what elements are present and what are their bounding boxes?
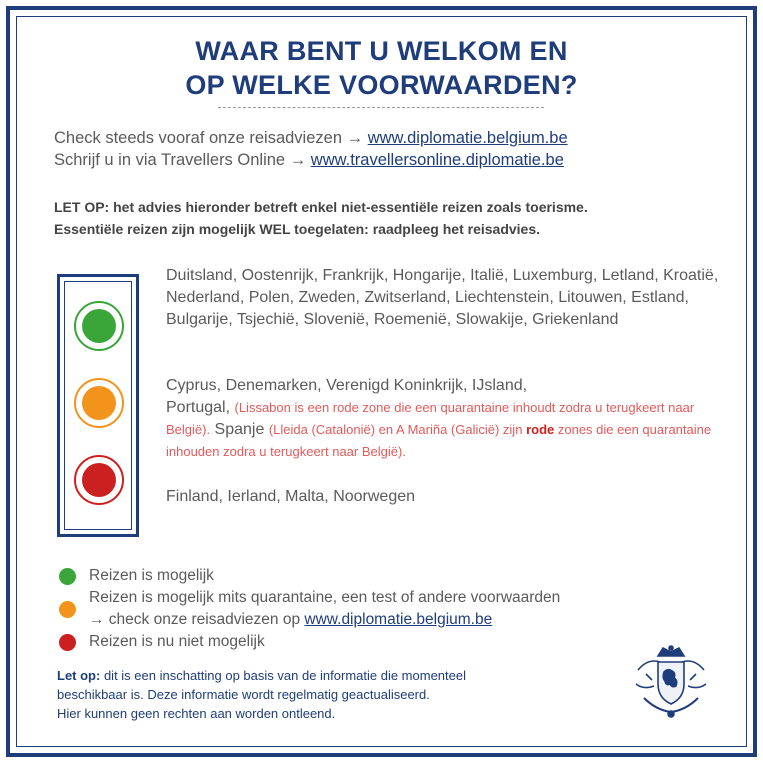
red-dot-icon xyxy=(59,634,76,651)
warning-line-2: Essentiële reizen zijn mogelijk WEL toegelaten: raadpleeg het reisadvies. xyxy=(54,221,541,237)
green-dot-icon xyxy=(59,568,76,585)
legend-green-label: Reizen is mogelijk xyxy=(89,567,214,584)
travellersonline-link[interactable]: www.travellersonline.diplomatie.be xyxy=(310,151,564,169)
info-links xyxy=(54,127,568,171)
red-zone-countries: Finland, Ierland, Malta, Noorwegen xyxy=(166,488,416,505)
orange-light-icon xyxy=(74,378,124,428)
legend xyxy=(57,565,560,653)
legend-green xyxy=(57,565,560,587)
orange-countries: Cyprus, Denemarken, Verenigd Koninkrijk, IJsland, xyxy=(166,377,528,394)
orange-dot-icon xyxy=(59,601,76,618)
warning-notice xyxy=(54,196,588,240)
warning-line-1: LET OP: het advies hieronder betreft enkel niet-essentiële reizen zoals toerisme. xyxy=(54,199,588,215)
portugal-note: (Lissabon is een rode zone die een quarantaine inhoudt zodra u terugkeert naar België). xyxy=(166,400,695,437)
belgian-coat-of-arms-icon xyxy=(630,640,712,722)
diplomatie-link[interactable]: www.diplomatie.belgium.be xyxy=(367,129,568,147)
travellers-text: Schrijf u in via Travellers Online xyxy=(54,151,286,169)
disclaimer-line-1 xyxy=(57,666,466,685)
orange-zone-countries xyxy=(166,375,726,463)
title-line-2: OP WELKE VOORWAARDEN? xyxy=(185,70,578,100)
legend-orange-label: Reizen is mogelijk mits quarantaine, een test of andere voorwaarden xyxy=(89,589,561,606)
legend-red-label: Reizen is nu niet mogelijk xyxy=(89,633,265,650)
red-light-icon xyxy=(74,455,124,505)
spain-note-part-2: zones die een quarantaine inhouden zodra u terugkeert naar België). xyxy=(166,422,712,459)
legend-orange-prefix: → check onze reisadviezen op xyxy=(89,611,301,628)
disclaimer-label: Let op: xyxy=(57,668,101,683)
green-zone-countries: Duitsland, Oostenrijk, Frankrijk, Hongarije, Italië, Luxemburg, Letland, Kroatië, Nederland, Polen, Zweden, Zwitserland, Liechtenstein, Litouwen, Estland, Bulgarije, Tsjechië, Slovenië, Roemenië, Slowakije, Griekenland xyxy=(166,267,719,328)
title-divider xyxy=(218,107,544,108)
spain-note-bold: rode xyxy=(526,422,555,437)
spain-note-part-1: (Lleida (Catalonië) en A Mariña (Galicië) zijn xyxy=(268,422,523,437)
portugal-label: Portugal, xyxy=(166,399,231,416)
arrow-right-icon: → xyxy=(289,151,307,169)
reisadvies-text: Check steeds vooraf onze reisadviezen xyxy=(54,129,342,147)
reisadvies-line xyxy=(54,127,568,149)
disclaimer-line-3: Hier kunnen geen rechten aan worden ontleend. xyxy=(57,706,336,721)
legend-orange xyxy=(57,587,560,631)
arrow-right-icon: → xyxy=(346,129,364,147)
page-title xyxy=(0,34,763,102)
disclaimer-line-2: beschikbaar is. Deze informatie wordt regelmatig geactualiseerd. xyxy=(57,687,430,702)
legend-red xyxy=(57,631,560,653)
legend-diplomatie-link[interactable]: www.diplomatie.belgium.be xyxy=(304,611,493,628)
spain-label: Spanje xyxy=(214,421,265,438)
title-line-1: WAAR BENT U WELKOM EN xyxy=(195,36,568,66)
green-light-icon xyxy=(74,301,124,351)
legend-orange-sub xyxy=(89,609,560,631)
travellers-line xyxy=(54,149,568,171)
disclaimer xyxy=(57,666,466,723)
traffic-light xyxy=(57,274,139,537)
disclaimer-text-1: dit is een inschatting op basis van de informatie die momenteel xyxy=(103,668,466,683)
